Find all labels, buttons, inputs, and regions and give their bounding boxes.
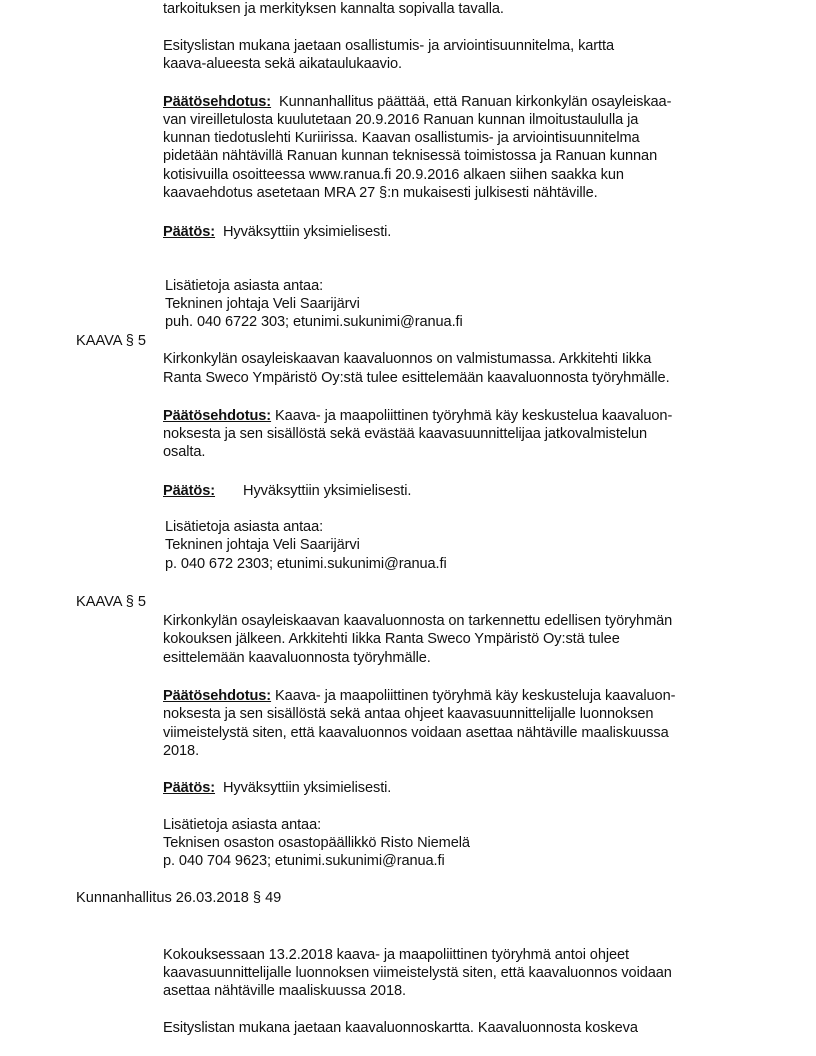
contact-line: Tekninen johtaja Veli Saarijärvi [165,537,360,553]
proposal-line: pidetään nähtävillä Ranuan kunnan teknisessä toimistossa ja Ranuan kunnan [163,148,658,164]
decision-label: Päätös: [163,224,216,240]
proposal-line: osalta. [163,444,206,460]
paragraph-line: kaavasuunnittelijalle luonnoksen viimeistelystä siten, että kaavaluonnos voidaan [163,965,672,981]
paragraph-line: tarkoituksen ja merkityksen kannalta sopivalla tavalla. [163,1,504,17]
proposal-text: Kaava- ja maapoliittinen työryhmä käy keskusteluja kaavaluon- [275,688,676,704]
decision-line [163,223,391,241]
paragraph-line: Esityslistan mukana jaetaan kaavaluonnoskartta. Kaavaluonnosta koskeva [163,1020,638,1036]
proposal-line: kunnan tiedotuslehti Kuriirissa. Kaavan osallistumis- ja arviointisuunnitelma [163,130,640,146]
proposal-text: Kaava- ja maapoliittinen työryhmä käy keskustelua kaavaluon- [275,408,673,424]
contact-line: Lisätietoja asiasta antaa: [165,519,324,535]
decision-text: Hyväksyttiin yksimielisesti. [222,224,392,240]
contact-line: Lisätietoja asiasta antaa: [163,817,322,833]
paragraph-line: kaava-alueesta sekä aikataulukaavio. [163,56,402,72]
proposal-line [163,407,672,425]
proposal-line: kaavaehdotus asetetaan MRA 27 §:n mukaisesti julkisesti nähtäville. [163,185,598,201]
proposal-line: viimeistelystä siten, että kaavaluonnos voidaan asettaa nähtäville maaliskuussa [163,725,669,741]
decision-text: Hyväksyttiin yksimielisesti. [222,780,392,796]
decision-line [163,482,411,500]
decision-label: Päätös: [163,780,216,796]
contact-line: p. 040 672 2303; etunimi.sukunimi@ranua.fi [165,556,447,572]
contact-line: p. 040 704 9623; etunimi.sukunimi@ranua.fi [163,853,445,869]
contact-line: Tekninen johtaja Veli Saarijärvi [165,296,360,312]
paragraph-line: Kirkonkylän osayleiskaavan kaavaluonnos on valmistumassa. Arkkitehti Iikka [163,351,652,367]
proposal-line: van vireilletulosta kuulutetaan 20.9.2016 Ranuan kunnan ilmoitustaululla ja [163,112,639,128]
proposal-label: Päätösehdotus: [163,94,272,110]
contact-line: puh. 040 6722 303; etunimi.sukunimi@ranua.fi [165,314,463,330]
proposal-line: noksesta ja sen sisällöstä sekä antaa ohjeet kaavasuunnittelijalle luonnoksen [163,706,654,722]
proposal-label: Päätösehdotus: [163,688,272,704]
paragraph-line: Kirkonkylän osayleiskaavan kaavaluonnosta on tarkennettu edellisen työryhmän [163,613,673,629]
proposal-line: noksesta ja sen sisällöstä sekä evästää kaavasuunnittelijaa jatkovalmistelun [163,426,647,442]
paragraph-line: asettaa nähtäville maaliskuussa 2018. [163,983,406,999]
decision-label: Päätös: [163,483,216,499]
paragraph-line: Kokouksessaan 13.2.2018 kaava- ja maapoliittinen työryhmä antoi ohjeet [163,947,629,963]
proposal-label: Päätösehdotus: [163,408,272,424]
paragraph-line: esittelemään kaavaluonnosta työryhmälle. [163,650,431,666]
section-heading: KAAVA § 5 [76,594,147,610]
decision-text: Hyväksyttiin yksimielisesti. [243,483,412,499]
proposal-line: kotisivuilla osoitteessa www.ranua.fi 20.9.2016 alkaen siihen saakka kun [163,167,624,183]
decision-line [163,779,391,797]
paragraph-line: kokouksen jälkeen. Arkkitehti Iikka Ranta Sweco Ympäristö Oy:stä tulee [163,631,620,647]
proposal-line: 2018. [163,743,200,759]
proposal-line [163,687,675,705]
proposal-text: Kunnanhallitus päättää, että Ranuan kirkonkylän osayleiskaa- [279,94,672,110]
contact-line: Teknisen osaston osastopäällikkö Risto Niemelä [163,835,470,851]
paragraph-line: Ranta Sweco Ympäristö Oy:stä tulee esittelemään kaavaluonnosta työryhmälle. [163,370,670,386]
section-heading: Kunnanhallitus 26.03.2018 § 49 [76,890,282,906]
contact-line: Lisätietoja asiasta antaa: [165,278,324,294]
paragraph-line: Esityslistan mukana jaetaan osallistumis- ja arviointisuunnitelma, kartta [163,38,614,54]
proposal-line [163,93,671,111]
section-heading: KAAVA § 5 [76,333,147,349]
